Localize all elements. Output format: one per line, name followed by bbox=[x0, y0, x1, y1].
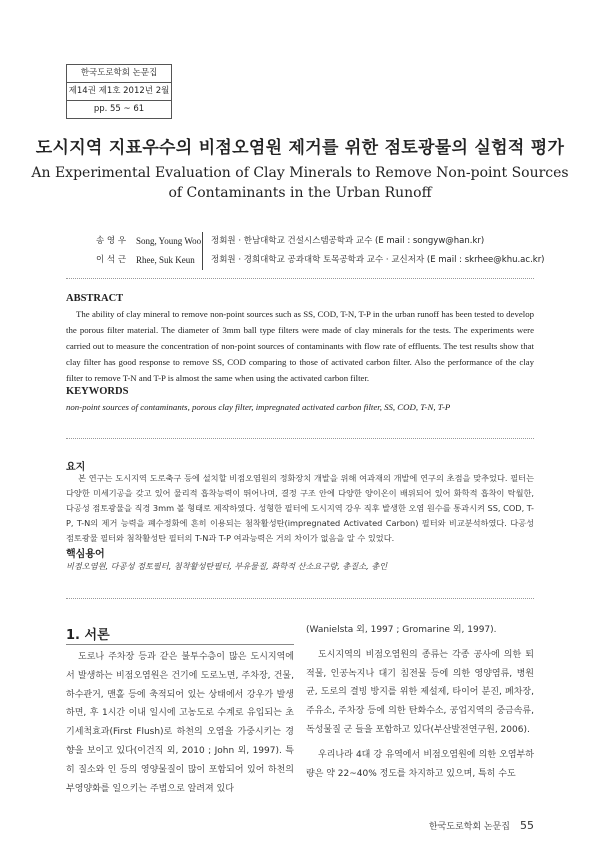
section-title: 1. 서론 bbox=[66, 628, 110, 643]
divider-line bbox=[66, 438, 534, 439]
body-column-right bbox=[306, 621, 534, 783]
body-paragraph: 우리나라 4대 강 유역에서 비점오염원에 의한 오염부하량은 약 22~40% 정도를 차지하고 있으며, 특히 수도 bbox=[306, 749, 534, 779]
author-name-ko: 이 석 근 bbox=[96, 255, 127, 265]
body-column-left: 도로나 주차장 등과 같은 불투수층이 많은 도시지역에서 발생하는 비점오염원은 건기에 도로노면, 주차장, 건물, 하수관거, 맨홀 등에 축적되어 있는 상태에서 강우가 발생하면, 후 1시간 이내 일시에 고농도로 수계로 유입되는 초기세척효과(First Flush)로 하천의 오염을 가중시키는 경향을 보이고 있다(이건직 외, 2010 ; John 외, 1997). 특히 질소와 인 등의 영양물질이 많이 포함되어 있어 하천의 부영양화를 일으키는 주범으로 알려져 있다 bbox=[66, 652, 294, 794]
journal-volume: 제14권 제1호 2012년 2월 bbox=[67, 83, 171, 101]
author-affiliation: 정회원 · 경희대학교 공과대학 토목공학과 교수 · 교신저자 (E mail : skrhee@khu.ac.kr) bbox=[211, 255, 545, 265]
body-paragraph: 도시지역의 비점오염원의 종류는 각종 공사에 의한 퇴적물, 인공녹지나 대기 침전물 등에 의한 영양염류, 병원균, 도로의 결빙 방지를 위한 제설제, 타이어 분진, 폐차장, 주유소, 주차장 등에 의한 탄화수소, 공업지역의 중금속류, 독성물질 군 들을 포함하고 있다(부산발전연구원, 2006). bbox=[306, 649, 534, 735]
divider-line bbox=[66, 278, 534, 279]
author-divider bbox=[202, 232, 203, 251]
title-english-line1: An Experimental Evaluation of Clay Minerals to Remove Non-point Sources bbox=[31, 165, 569, 181]
page-footer bbox=[429, 819, 534, 832]
journal-name: 한국도로학회 논문집 bbox=[67, 65, 171, 83]
abstract-text: The ability of clay mineral to remove non-point sources such as SS, COD, T-N, T-P in the urban runoff has been tested to develop the porous filter material. The diameter of 3mm ball type filters were made of clay minerals for the tests. The experiments were carried out to measure the concentration of non-point sources of contaminants with flow rate of effluents. The test results show that clay filter has good response to remove SS, COD comparing to those of activated carbon filter. Also the performance of the clay filter to remove T-N and T-P is almost the same when using the activated carbon filter. bbox=[66, 309, 534, 383]
author-row bbox=[96, 251, 545, 270]
author-name-en: Song, Young Woo bbox=[136, 236, 202, 246]
author-affiliation: 정회원 · 한남대학교 건설시스템공학과 교수 (E mail : songyw@han.kr) bbox=[211, 236, 485, 246]
title-english bbox=[0, 163, 600, 203]
keywords-text: non-point sources of contaminants, porous clay filter, impregnated activated carbon filter, SS, COD, T-N, T-P bbox=[66, 402, 451, 412]
title-korean: 도시지역 지표우수의 비점오염원 제거를 위한 점토광물의 실험적 평가 bbox=[35, 138, 565, 158]
journal-info-box bbox=[66, 64, 172, 119]
yoji-text: 본 연구는 도시지역 도로축구 등에 설치할 비점오염원의 정화장치 개발을 위해 여과재의 개발에 연구의 초점을 맞추었다. 필터는 다양한 미세기공을 갖고 있어 물리적 흡착능력이 뛰어나며, 결정 구조 안에 다양한 양이온이 배위되어 있어 화학적 흡착이 탁월한, 다공성 점토광물을 직경 3mm 볼 형태로 제작하였다. 성형한 필터에 도시지역 강우 직후 발생한 오염 원수를 통과시켜 SS, COD, T-P, T-N의 제거 능력을 폐수정화에 흔히 이용되는 첨착활성탄(impregnated Activated Carbon) 필터와 비교분석하였다. 다공성 점토광물 필터와 첨착활성탄 필터의 T-N과 T-P 여과능력은 거의 차이가 없음을 알 수 있었다. bbox=[66, 473, 534, 543]
yoji-heading: 요지 bbox=[66, 462, 86, 473]
page-number: 55 bbox=[520, 819, 534, 832]
section-rule bbox=[66, 644, 294, 645]
keywords-heading: KEYWORDS bbox=[66, 386, 129, 397]
author-name-en: Rhee, Suk Keun bbox=[136, 255, 195, 265]
author-row bbox=[96, 232, 545, 251]
title-english-line2: of Contaminants in the Urban Runoff bbox=[168, 185, 432, 201]
abstract-heading: ABSTRACT bbox=[66, 293, 124, 304]
author-divider bbox=[202, 251, 203, 270]
keywords-ko-heading: 핵심용어 bbox=[66, 549, 105, 560]
journal-pages: pp. 55 ~ 61 bbox=[93, 104, 145, 114]
body-continuation: (Wanielsta 외, 1997 ; Gromarine 외, 1997). bbox=[306, 625, 497, 635]
author-list bbox=[96, 232, 545, 270]
footer-journal-name: 한국도로학회 논문집 bbox=[428, 822, 510, 832]
author-name-ko: 송 영 우 bbox=[96, 236, 127, 246]
keywords-ko-text: 비점오염원, 다공성 점토필터, 첨착활성탄필터, 부유물질, 화학적 산소요구량, 총질소, 총인 bbox=[66, 561, 388, 571]
divider-line bbox=[66, 598, 534, 599]
